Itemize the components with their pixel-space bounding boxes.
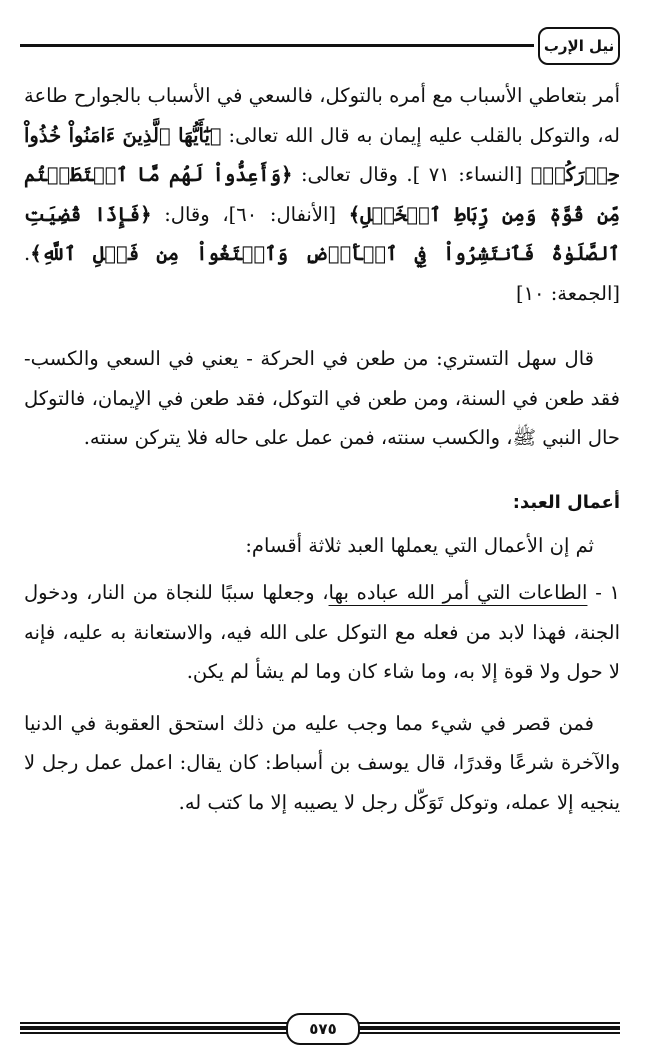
- header-rule: [20, 44, 534, 47]
- paragraph-5: فمن قصر في شيء مما وجب عليه من ذلك استحق العقوبة في الدنيا والآخرة شرعًا وقدرًا، قال يوسف بن أسباط: كان يقال: اعمل عمل رجل لا ينجيه إلا عمله، وتوكل تَوَكّل رجل لا يصيبه إلا ما كتب له.: [24, 711, 620, 814]
- paragraph-4: [24, 573, 620, 692]
- page-number: ٥٧٥: [286, 1013, 360, 1045]
- para1-text-d: . [الجمعة: ١٠]: [24, 242, 620, 305]
- paragraph-2: قال سهل التستري: من طعن في الحركة - يعني في السعي والكسب- فقد طعن في السنة، ومن طعن في التوكل، فقد طعن في الإيمان، فالتوكل حال النبي ﷺ، والكسب سنته، فمن عمل على حاله فلا يتركن سنته.: [24, 347, 620, 449]
- para1-text-c: [الأنفال: ٦٠]، وقال:: [151, 202, 349, 226]
- para1-text-b: [النساء: ٧١ ]. وقال تعالى:: [292, 163, 531, 186]
- quran-verse-anfal: ﴿وَأَعِدُّواْ لَهُم مَّا ٱسۡتَطَعۡتُم مِّن قُوَّةٖ وَمِن رِّبَاطِ ٱلۡخَيۡلِ﴾: [24, 163, 621, 226]
- paragraph-3: ثم إن الأعمال التي يعملها العبد ثلاثة أقسام:: [245, 533, 594, 557]
- para1-text-a: أمر بتعاطي الأسباب مع أمره بالتوكل، فالسعي في الأسباب بالجوارح طاعة له، والتوكل بالقلب عليه إيمان به قال الله تعالى:: [24, 84, 620, 147]
- page-body: [24, 70, 620, 822]
- quran-verse-nisa: ﴿يَٰٓأَيُّهَا ٱلَّذِينَ ءَامَنُواْ خُذُواْ حِذۡرَكُمۡ﴾: [24, 123, 620, 186]
- quran-verse-jumuah: ﴿فَإِذَا قُضِيَتِ ٱلصَّلَوٰةُ فَٱنتَشِرُواْ فِي ٱلۡأَرۡضِ وَٱبۡتَغُواْ مِن فَضۡلِ ٱللَّهِ﴾: [24, 202, 620, 265]
- running-header-title: نيل الإرب: [538, 27, 620, 65]
- section-heading: أعمال العبد:: [512, 491, 620, 513]
- para4-rest: ، وجعلها سببًا للنجاة من النار، ودخول الجنة، فهذا لابد من فعله مع التوكل على الله فيه، والاستعانة به عليه، فإنه لا حول ولا قوة إلا به، وما شاء كان وما لم يشأ لم يكن.: [24, 581, 620, 683]
- list-number: ١ -: [587, 581, 620, 604]
- paragraph-1: [24, 76, 620, 313]
- underlined-phrase: الطاعات التي أمر الله عباده بها: [328, 581, 588, 604]
